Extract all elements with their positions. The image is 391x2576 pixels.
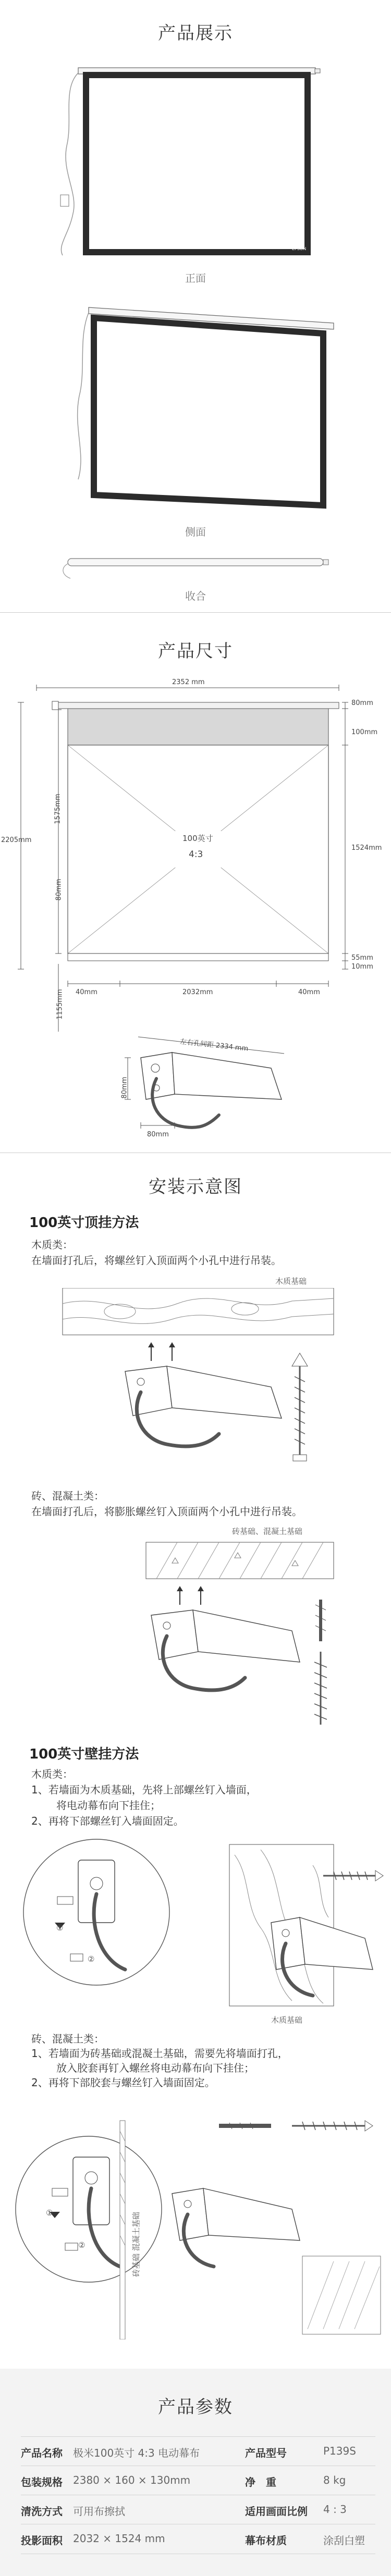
dim-cable-length: 1155mm xyxy=(56,989,64,1020)
caption-front: 正面 xyxy=(185,272,206,284)
ceiling-wood-illustration xyxy=(0,1288,391,1476)
wall-brick-title: 砖、混凝土类： xyxy=(31,2033,104,2045)
front-brand: EPSON xyxy=(292,246,307,251)
spec-row xyxy=(21,2495,375,2524)
spec-row xyxy=(21,2524,375,2554)
spec-value: 8 kg xyxy=(323,2474,346,2486)
ceiling-brick-text: 在墙面打孔后，将膨胀螺丝钉入顶面两个小孔中进行吊装。 xyxy=(31,1505,302,1518)
front-screen xyxy=(86,75,308,252)
section-title-display: 产品展示 xyxy=(158,23,233,44)
spec-value: P139S xyxy=(323,2445,356,2457)
side-cable xyxy=(78,313,89,479)
spec-key: 幕布材质 xyxy=(245,2534,287,2547)
screen-ratio-label: 4:3 xyxy=(189,849,203,860)
wall-brick-line-1: 1、若墙面为砖基础或混凝土基础，需要先将墙面打孔， xyxy=(31,2047,288,2060)
spec-key: 包装规格 xyxy=(21,2476,63,2488)
wall-brick-label: 砖基础 混凝土基础 xyxy=(131,2212,141,2277)
wall-brick-step1: ① xyxy=(46,2208,53,2218)
dim-right-top: 80mm xyxy=(351,699,373,707)
dim-top-width: 2352 mm xyxy=(172,678,205,686)
spec-key: 适用画面比例 xyxy=(245,2505,308,2518)
screen-side-illustration xyxy=(0,297,391,516)
caption-side: 侧面 xyxy=(185,526,206,538)
spec-key: 投影面积 xyxy=(21,2534,63,2547)
spec-value: 可用布擦拭 xyxy=(73,2505,125,2518)
closed-casing xyxy=(68,559,323,566)
wall-wood-step1: ① xyxy=(56,1923,64,1933)
wall-wood-line-3: 2、再将下部螺丝钉入墙面固定。 xyxy=(31,1815,184,1827)
wall-brick-line-3: 2、再将下部胶套与螺丝钉入墙面固定。 xyxy=(31,2076,215,2089)
ceiling-wood-text: 在墙面打孔后，将螺丝钉入顶面两个小孔中进行吊装。 xyxy=(31,1254,282,1267)
ceiling-brick-illustration xyxy=(0,1537,391,1735)
spec-value: 极米100英寸 4:3 电动幕布 xyxy=(73,2447,200,2459)
wall-brick-line-2: 放入胶套再钉入螺丝将电动幕布向下挂住； xyxy=(56,2062,254,2074)
spec-key: 产品型号 xyxy=(245,2447,287,2459)
wall-wood-line-1: 1、若墙面为木质基础，先将上部螺丝钉入墙面， xyxy=(31,1784,257,1796)
screen-size-label: 100英寸 xyxy=(182,834,213,843)
section-title-install: 安装示意图 xyxy=(149,1176,242,1197)
spec-value: 2380 × 160 × 130mm xyxy=(73,2474,191,2486)
dim-bottom-right: 40mm xyxy=(298,988,320,996)
dim-right-bottom2: 10mm xyxy=(351,963,373,971)
dim-left-total: 2205mm xyxy=(1,836,32,844)
dim-right-bottom1: 55mm xyxy=(351,954,373,962)
screen-closed-illustration xyxy=(0,552,391,584)
dim-bracket-width: 80mm xyxy=(147,1131,169,1138)
dim-bottom-mid: 2032mm xyxy=(182,988,213,996)
divider-1 xyxy=(0,612,391,613)
ceiling-brick-title: 砖、混凝土类： xyxy=(31,1490,104,1502)
dim-left-view: 1575mm xyxy=(54,794,62,824)
wall-wood-step2: ② xyxy=(88,1954,95,1964)
wall-wood-label: 木质基础 xyxy=(271,2015,303,2025)
spec-key: 净 重 xyxy=(245,2476,276,2488)
dim-hole-distance: 左右孔间距 2334 mm xyxy=(179,1038,249,1053)
wall-brick-step2: ② xyxy=(78,2240,85,2250)
spec-value: 2032 × 1524 mm xyxy=(73,2532,165,2545)
spec-row xyxy=(21,2436,375,2466)
spec-key: 清洗方式 xyxy=(21,2505,63,2518)
ceiling-wood-title: 木质类： xyxy=(31,1239,73,1251)
ceiling-wood-label: 木质基础 xyxy=(275,1277,307,1286)
spec-value: 4 : 3 xyxy=(323,2503,347,2516)
caption-closed: 收合 xyxy=(185,590,206,602)
section-title-dimensions: 产品尺寸 xyxy=(158,641,233,662)
wall-wood-line-2: 将电动幕布向下挂住； xyxy=(56,1799,161,1812)
dim-right-height: 1524mm xyxy=(351,844,382,852)
dim-bracket-height: 80mm xyxy=(120,1076,129,1099)
wall-heading: 100英寸壁挂方法 xyxy=(29,1747,139,1762)
spec-value: 涂刮白塑 xyxy=(323,2534,365,2547)
dim-right-drop: 100mm xyxy=(351,728,378,736)
spec-key: 产品名称 xyxy=(21,2447,63,2459)
front-cable xyxy=(61,73,78,255)
ceiling-heading: 100英寸顶挂方法 xyxy=(29,1215,139,1231)
ceiling-brick-label: 砖基础、混凝土基础 xyxy=(232,1527,303,1536)
wall-wood-title: 木质类： xyxy=(31,1768,73,1780)
screen-front-illustration xyxy=(0,57,391,266)
front-remote xyxy=(60,195,69,206)
wall-brick-illustration xyxy=(0,2100,391,2339)
dim-bottom-left: 40mm xyxy=(76,988,97,996)
side-screen xyxy=(94,318,323,505)
section-title-specs: 产品参数 xyxy=(158,2397,233,2418)
dim-left-small: 80mm xyxy=(55,878,63,901)
spec-row xyxy=(21,2466,375,2495)
